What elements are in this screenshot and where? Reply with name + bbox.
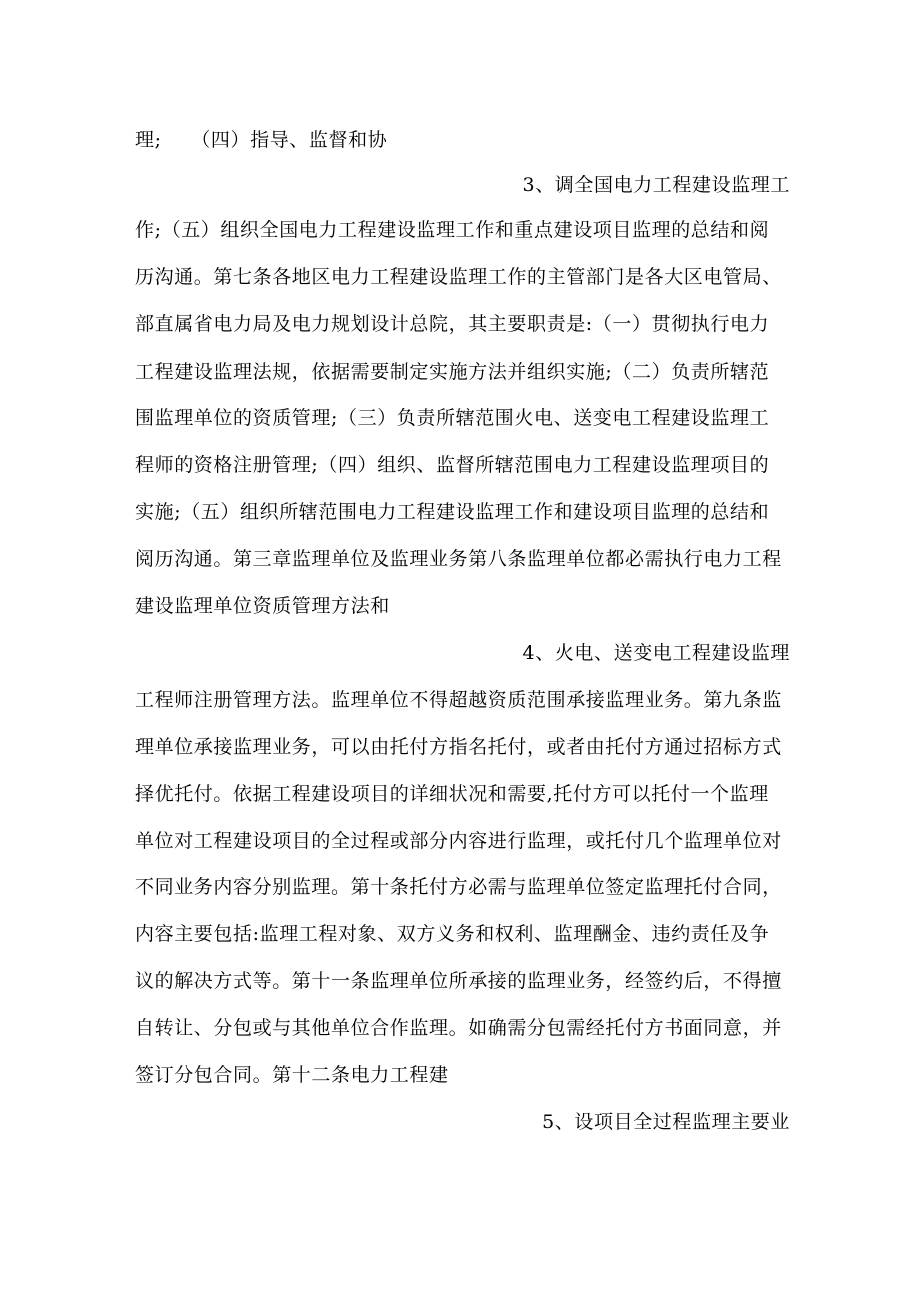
text-line: 建设监理单位资质管理方法和: [135, 595, 390, 617]
text-line: 理; （四）指导、监督和协: [135, 129, 388, 151]
text-line: 工程师注册管理方法。监理单位不得超越资质范围承接监理业务。第九条监: [135, 689, 782, 711]
numbered-line: 3、调全国电力工程建设监理工: [522, 174, 790, 196]
text-line: 工程建设监理法规，依据需要制定实施方法并组织实施;（二）负责所辖范: [135, 361, 770, 383]
numbered-line: 4、火电、送变电工程建设监理: [522, 642, 790, 664]
text-line: 理单位承接监理业务，可以由托付方指名托付，或者由托付方通过招标方式: [135, 736, 782, 758]
text-line: 作;（五）组织全国电力工程建设监理工作和重点建设项目监理的总结和阅: [135, 219, 770, 241]
text-line: 阅历沟通。第三章监理单位及监理业务第八条监理单位都必需执行电力工程: [135, 548, 782, 570]
text-line: 部直属省电力局及电力规划设计总院，其主要职责是:（一）贯彻执行电力: [135, 313, 770, 335]
text-line: 单位对工程建设项目的全过程或部分内容进行监理，或托付几个监理单位对: [135, 830, 782, 852]
numbered-line: 5、设项目全过程监理主要业: [542, 1111, 790, 1133]
text-line: 历沟通。第七条各地区电力工程建设监理工作的主管部门是各大区电管局、: [135, 266, 782, 288]
text-line: 内容主要包括:监理工程对象、双方义务和权利、监理酬金、违约责任及争: [135, 923, 770, 945]
text-line: 实施;（五）组织所辖范围电力工程建设监理工作和建设项目监理的总结和: [135, 501, 770, 523]
text-line: 议的解决方式等。第十一条监理单位所承接的监理业务，经签约后，不得擅: [135, 970, 782, 992]
text-line: 程师的资格注册管理;（四）组织、监督所辖范围电力工程建设监理项目的: [135, 454, 770, 476]
text-line: 签订分包合同。第十二条电力工程建: [135, 1064, 449, 1086]
text-line: 不同业务内容分别监理。第十条托付方必需与监理单位签定监理托付合同，: [135, 876, 782, 898]
text-line: 围监理单位的资质管理;（三）负责所辖范围火电、送变电工程建设监理工: [135, 407, 770, 429]
text-line: 自转让、分包或与其他单位合作监理。如确需分包需经托付方书面同意，并: [135, 1017, 782, 1039]
text-line: 择优托付。依据工程建设项目的详细状况和需要,托付方可以托付一个监理: [135, 783, 769, 805]
